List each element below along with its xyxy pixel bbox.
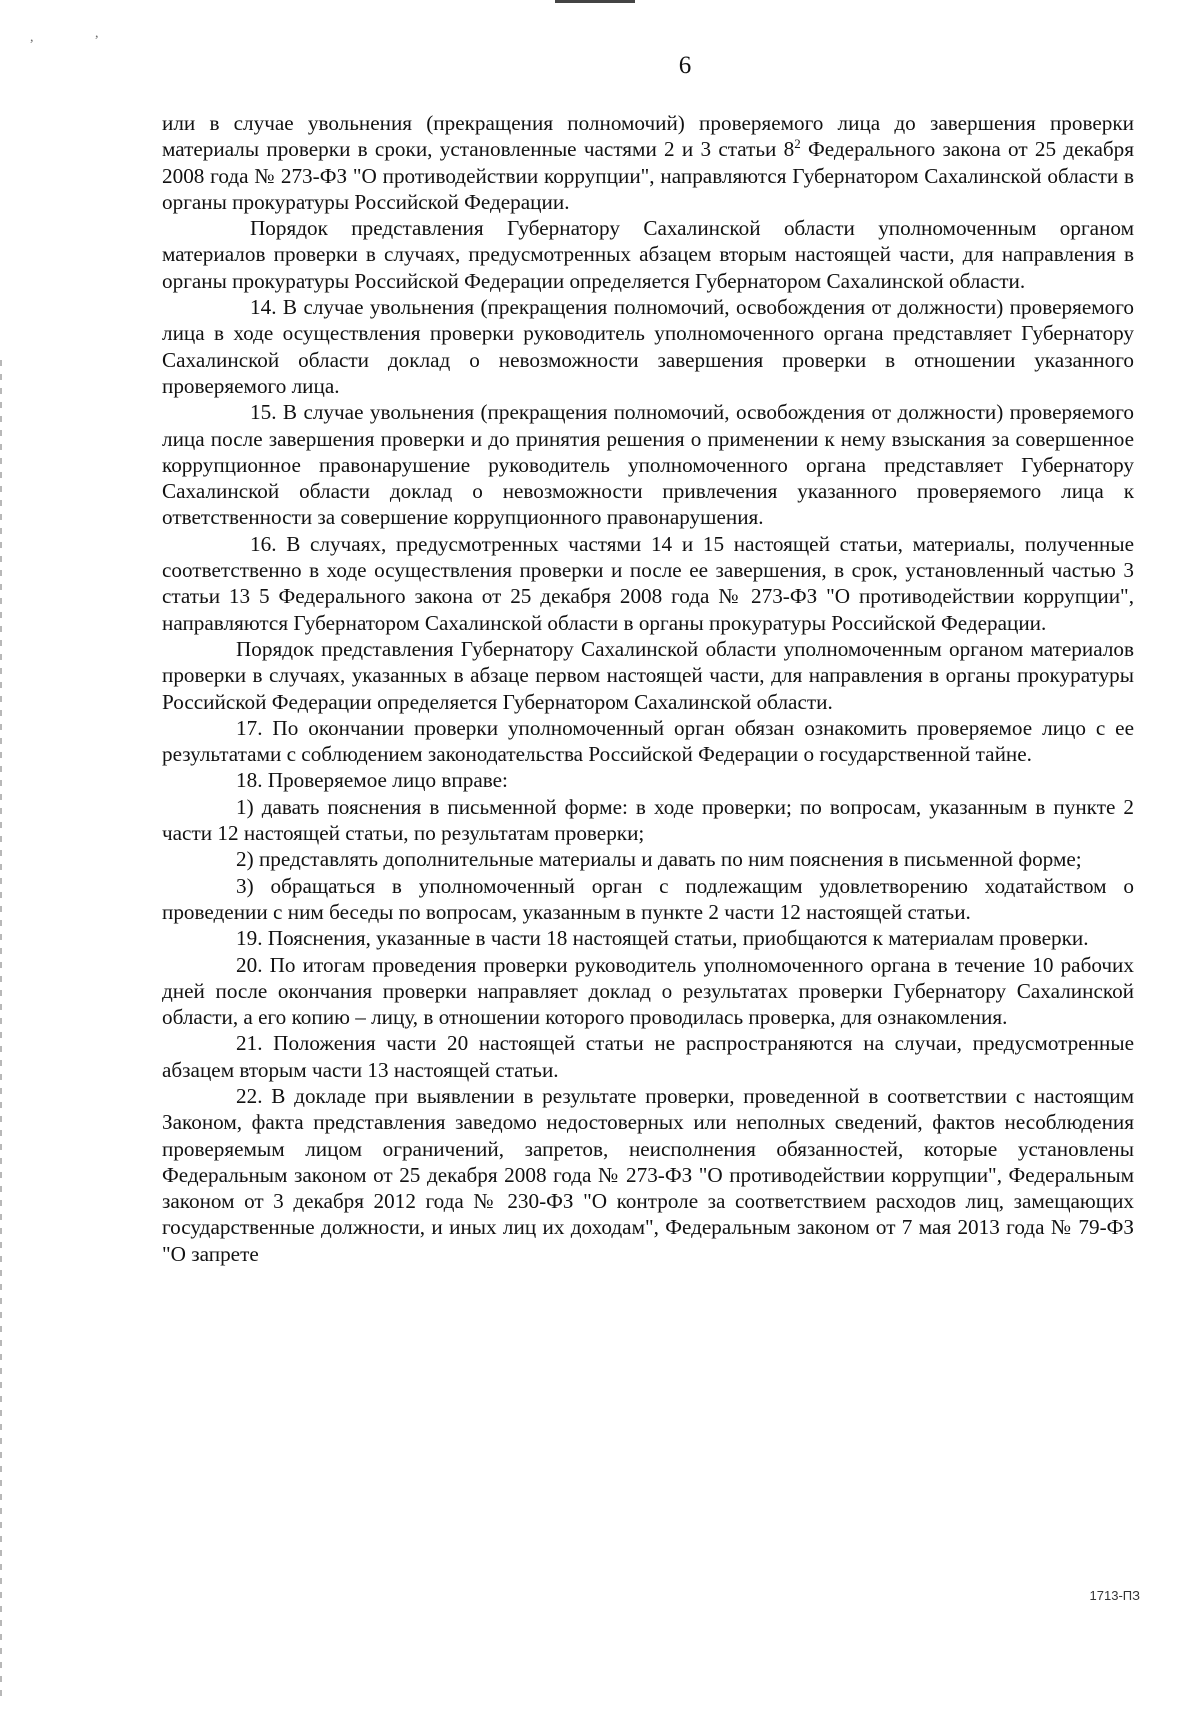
paragraph-text: или в случае увольнения (прекращения полномочий) проверяемого лица до завершения проверки материалы проверки в сроки, установленные частями 2 и 3 статьи 8	[162, 111, 1134, 162]
paragraph	[162, 110, 1134, 215]
scan-dust: ,	[95, 26, 99, 41]
document-code: 1713-ПЗ	[1089, 1588, 1140, 1603]
scan-artifact-top	[555, 0, 635, 3]
document-body	[162, 110, 1134, 1267]
paragraph-item-21: 21. Положения части 20 настоящей статьи не распространяются на случаи, предусмотренные абзацем вторым части 13 настоящей статьи.	[162, 1031, 1134, 1082]
paragraph-item-17: 17. По окончании проверки уполномоченный орган обязан ознакомить проверяемое лицо с ее результатами с соблюдением законодательства Российской Федерации о государственной тайне.	[162, 715, 1134, 767]
subitem-1: 1) давать пояснения в письменной форме: в ходе проверки; по вопросам, указанным в пункте 2 части 12 настоящей статьи, по результатам проверки;	[162, 794, 1134, 846]
paragraph-item-15: 15. В случае увольнения (прекращения полномочий, освобождения от должности) проверяемого лица после завершения проверки и до принятия решения о применении к нему взыскания за совершенное коррупционное правонарушение руководитель уполномоченного органа представляет Губернатору Сахалинской области доклад о невозможности привлечения указанного проверяемого лица к ответственности за совершение коррупционного правонарушения.	[162, 400, 1134, 530]
paragraph-item-16: 16. В случаях, предусмотренных частями 14 и 15 настоящей статьи, материалы, полученные соответственно в ходе осуществления проверки и после ее завершения, в срок, установленный частью 3 статьи 13 5 Федерального закона от 25 декабря 2008 года № 273-ФЗ "О противодействии коррупции", направляются Губернатором Сахалинской области в органы прокуратуры Российской Федерации.	[162, 531, 1134, 635]
paragraph-item-14: 14. В случае увольнения (прекращения полномочий, освобождения от должности) проверяемого лица в ходе осуществления проверки руководитель уполномоченного органа представляет Губернатору Сахалинской области доклад о невозможности завершения проверки в отношении указанного проверяемого лица.	[162, 295, 1134, 398]
paragraph-item-22: 22. В докладе при выявлении в результате проверки, проведенной в соответствии с настоящим Законом, факта представления заведомо недостоверных или неполных сведений, фактов несоблюдения проверяемым лицом ограничений, запретов, неисполнения обязанностей, которые установлены Федеральным законом от 25 декабря 2008 года № 273-ФЗ "О противодействии коррупции", Федеральным законом от 3 декабря 2012 года № 230-ФЗ "О контроле за соответствием расходов лиц, замещающих государственные должности, и иных лиц их доходам", Федеральным законом от 7 мая 2013 года № 79-ФЗ "О запрете	[162, 1083, 1134, 1266]
paragraph-text: Федерального закона от 25 декабря 2008 года № 273-ФЗ "О противодействии коррупции", направляются Губернатором Сахалинской области в органы прокуратуры Российской Федерации.	[162, 137, 1134, 214]
paragraph-item-18: 18. Проверяемое лицо вправе:	[236, 768, 508, 793]
superscript: 2	[794, 136, 801, 152]
subitem-3: 3) обращаться в уполномоченный орган с подлежащим удовлетворению ходатайством о проведении с ним беседы по вопросам, указанным в пункте 2 части 12 настоящей статьи.	[162, 873, 1134, 924]
subitem-2: 2) представлять дополнительные материалы и давать по ним пояснения в письменной форме;	[236, 847, 1082, 872]
page-number: 6	[678, 52, 692, 79]
paragraph-item-19: 19. Пояснения, указанные в части 18 настоящей статьи, приобщаются к материалам проверки.	[236, 926, 1089, 951]
paragraph: Порядок представления Губернатору Сахалинской области уполномоченным органом материалов проверки в случаях, предусмотренных абзацем вторым настоящей части, для направления в органы прокуратуры Российской Федерации определяется Губернатором Сахалинской области.	[162, 216, 1134, 293]
scan-artifact-left-edge	[0, 360, 2, 1700]
scan-dust: ,	[30, 30, 34, 45]
paragraph-item-20: 20. По итогам проведения проверки руководитель уполномоченного органа в течение 10 рабочих дней после окончания проверки направляет доклад о результатах проверки Губернатору Сахалинской области, а его копию – лицу, в отношении которого проводилась проверка, для ознакомления.	[162, 952, 1134, 1030]
paragraph: Порядок представления Губернатору Сахалинской области уполномоченным органом материалов проверки в случаях, указанных в абзаце первом настоящей части, для направления в органы прокуратуры Российской Федерации определяется Губернатором Сахалинской области.	[162, 636, 1134, 714]
